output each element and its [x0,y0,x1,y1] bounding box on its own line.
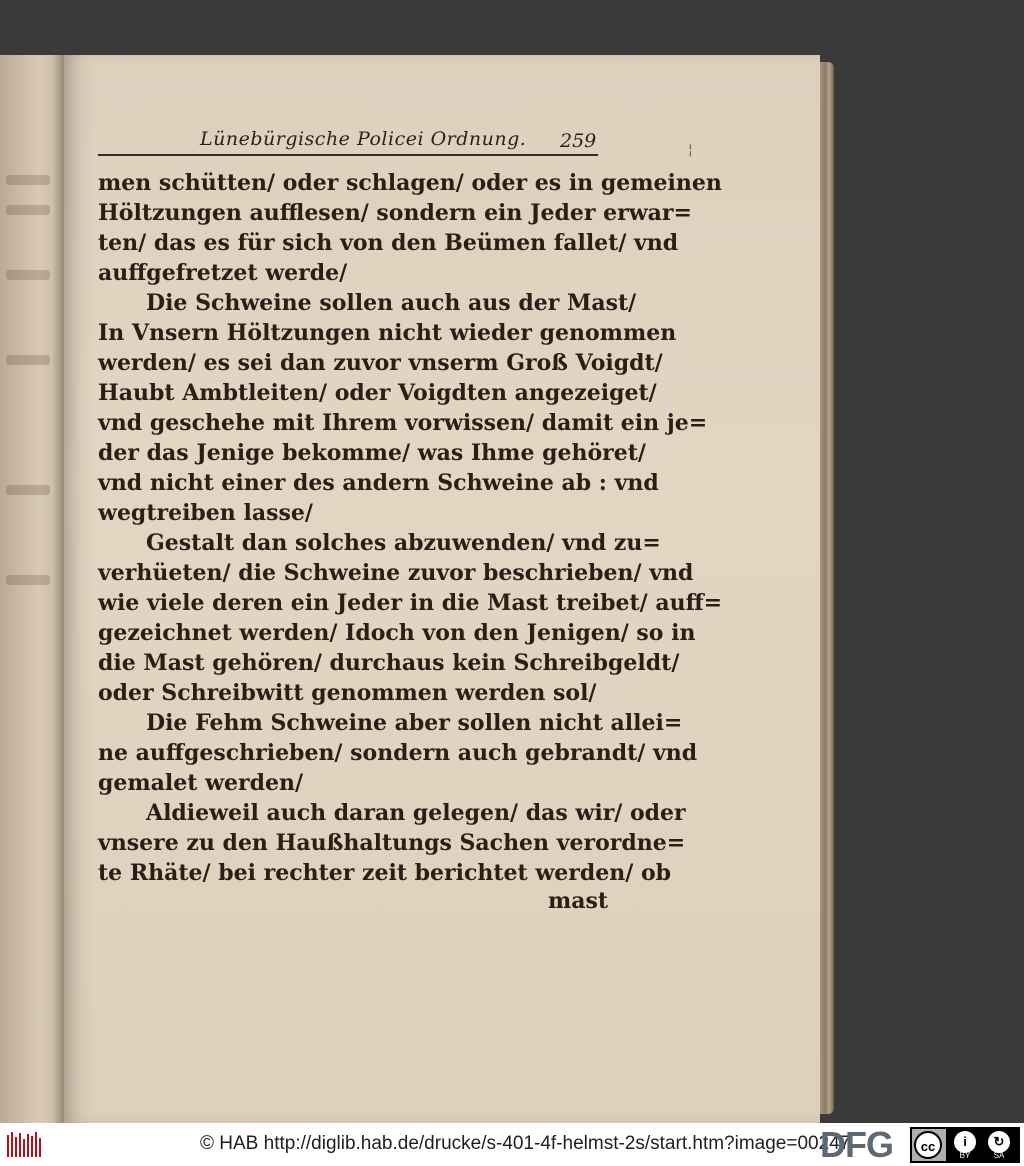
text-line: te Rhäte/ bei rechter zeit berichtet werden/ ob [98,860,672,886]
text-line: vnd nicht einer des andern Schweine ab : vnd [98,470,659,496]
text-line: men schütten/ oder schlagen/ oder es in gemeinen [98,170,722,196]
bleed-through-mark [6,205,50,215]
text-line: Die Fehm Schweine aber sollen nicht allei= [146,710,683,736]
text-line: Höltzungen aufflesen/ sondern ein Jeder erwar= [98,200,692,226]
cc-license-badge[interactable] [910,1127,1020,1163]
sa-label: SA [993,1151,1005,1160]
head-rule [98,154,598,156]
bleed-through-mark [6,485,50,495]
text-line: werden/ es sei dan zuvor vnserm Groß Voigdt/ [98,350,663,376]
page-number: 259 [560,130,597,152]
share-alike-icon: ↻ [988,1131,1010,1153]
text-line: ten/ das es für sich von den Beümen fallet/ vnd [98,230,679,256]
text-line: die Mast gehören/ durchaus kein Schreibgeldt/ [98,650,680,676]
text-line: gezeichnet werden/ Idoch von den Jenigen/ so in [98,620,696,646]
bleed-through-mark [6,355,50,365]
bleed-through-mark [6,575,50,585]
text-line: wie viele deren ein Jeder in die Mast treibet/ auff= [98,590,723,616]
text-line: vnsere zu den Haußhaltungs Sachen verordne= [98,830,686,856]
text-line: Die Schweine sollen auch aus der Mast/ [146,290,637,316]
text-line: Haubt Ambtleiten/ oder Voigdten angezeiget/ [98,380,657,406]
text-line: der das Jenige bekomme/ was Ihme gehöret/ [98,440,646,466]
text-line: Gestalt dan solches abzuwenden/ vnd zu= [146,530,661,556]
text-line: wegtreiben lasse/ [98,500,313,526]
running-head: Lünebürgische Policei Ordnung. [200,128,527,150]
barcode-icon [6,1131,42,1159]
attribution-icon: i [954,1131,976,1153]
text-line: Aldieweil auch daran gelegen/ das wir/ oder [146,800,686,826]
catchword: mast [548,888,609,914]
bleed-through-mark [6,175,50,185]
copyright-link[interactable]: © HAB http://diglib.hab.de/drucke/s-401-4f-helmst-2s/start.htm?image=00247 [200,1133,851,1154]
by-label: BY [959,1151,971,1160]
text-line: ne auffgeschrieben/ sondern auch gebrandt/ vnd [98,740,698,766]
text-line: auffgefretzet werde/ [98,260,348,286]
cc-badge-panel [946,1129,1018,1161]
cc-icon: cc [914,1131,942,1159]
text-line: gemalet werden/ [98,770,304,796]
text-line: oder Schreibwitt genommen werden sol/ [98,680,597,706]
text-line: verhüeten/ die Schweine zuvor beschrieben/ vnd [98,560,694,586]
margin-mark: ¦ [688,142,693,158]
bleed-through-mark [6,270,50,280]
dfg-logo[interactable]: DFG [820,1124,893,1165]
footer-bar [0,1123,1024,1166]
text-line: vnd geschehe mit Ihrem vorwissen/ damit ein je= [98,410,708,436]
text-line: In Vnsern Höltzungen nicht wieder genommen [98,320,677,346]
